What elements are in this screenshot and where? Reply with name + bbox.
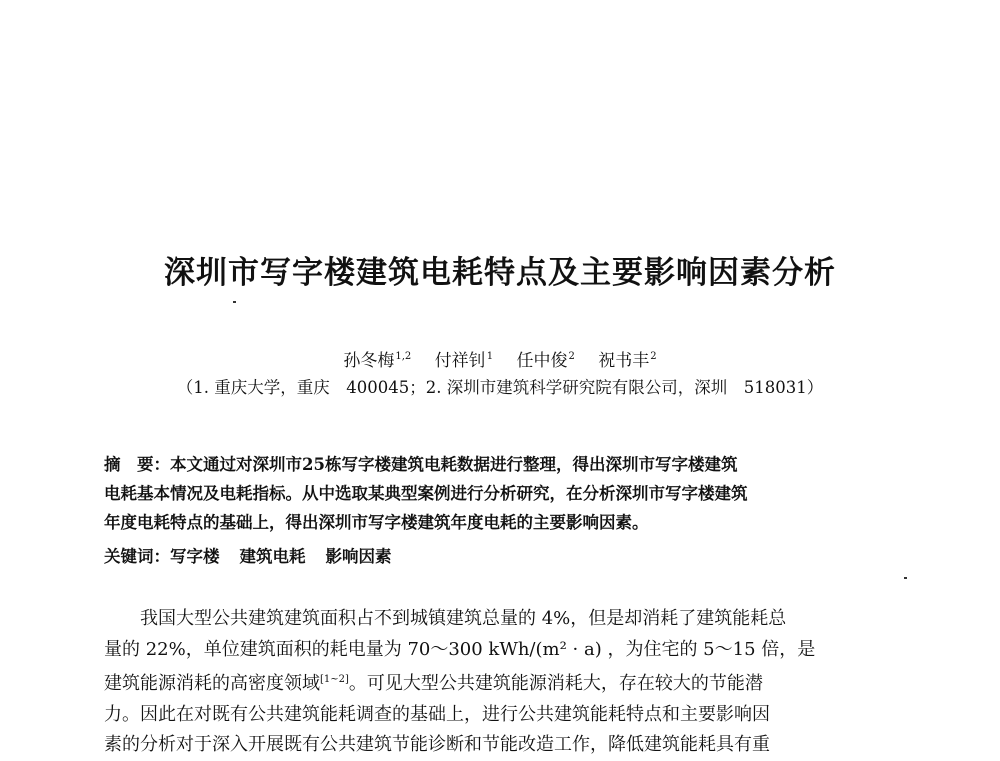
body-line bbox=[104, 730, 904, 761]
affiliations: （1. 重庆大学，重庆 400045；2. 深圳市建筑科学研究院有限公司，深圳 518031） bbox=[176, 378, 824, 397]
keyword: 写字楼 bbox=[170, 547, 220, 566]
abstract-label: 摘 要： bbox=[104, 455, 170, 474]
author-list bbox=[0, 346, 1000, 372]
keywords bbox=[104, 545, 904, 569]
author-name: 任中俊 bbox=[516, 351, 568, 371]
author-affiliation-mark: 1 bbox=[486, 351, 494, 362]
abstract-line bbox=[104, 450, 904, 479]
author-affiliation-mark: 2 bbox=[568, 351, 575, 362]
author bbox=[435, 346, 493, 372]
author-affiliation-mark: 2 bbox=[650, 351, 657, 362]
body-line-text: 力。因此在对既有公共建筑能耗调查的基础上，进行公共建筑能耗特点和主要影响因 bbox=[104, 703, 770, 725]
paper-title: 深圳市写字楼建筑电耗特点及主要影响因素分析 bbox=[164, 255, 836, 291]
body-paragraph bbox=[104, 604, 904, 761]
keyword: 建筑电耗 bbox=[239, 547, 306, 566]
body-line-text: 我国大型公共建筑建筑面积占不到城镇建筑总量的 4%，但是却消耗了建筑能耗总 bbox=[104, 608, 787, 629]
author-name: 祝书丰 bbox=[598, 351, 650, 371]
keywords-label: 关键词： bbox=[104, 547, 170, 566]
body-line bbox=[104, 635, 904, 666]
body-line bbox=[104, 604, 904, 635]
author bbox=[516, 346, 574, 372]
citation-ref: [1~2] bbox=[320, 674, 349, 685]
abstract-text: 本文通过对深圳市25栋写字楼建筑电耗数据进行整理，得出深圳市写字楼建筑 bbox=[170, 455, 738, 474]
keyword: 影响因素 bbox=[325, 547, 392, 566]
body-line bbox=[104, 700, 904, 731]
abstract-line: 年度电耗特点的基础上，得出深圳市写字楼建筑年度电耗的主要影响因素。 bbox=[104, 513, 649, 532]
body-line-text: 量的 22%，单位建筑面积的耗电量为 70～300 kWh/(m² · a) ，为住宅的 5～15 倍，是 bbox=[104, 638, 816, 660]
scan-speck bbox=[904, 577, 907, 579]
body-line-text: 素的分析对于深入开展既有公共建筑节能诊断和节能改造工作，降低建筑能耗具有重 bbox=[104, 734, 770, 755]
abstract-line: 电耗基本情况及电耗指标。从中选取某典型案例进行分析研究，在分析深圳市写字楼建筑 bbox=[104, 484, 748, 503]
body-line-text: 建筑能源消耗的高密度领域 bbox=[104, 673, 320, 694]
author-affiliation-mark: 1,2 bbox=[395, 351, 412, 362]
author-name: 付祥钊 bbox=[434, 351, 486, 371]
author-name: 孙冬梅 bbox=[343, 351, 395, 371]
author bbox=[343, 346, 411, 372]
body-line bbox=[104, 665, 904, 700]
body-line-text: 。可见大型公共建筑能源消耗大，存在较大的节能潜 bbox=[348, 673, 763, 694]
scan-speck bbox=[233, 301, 236, 303]
author bbox=[598, 346, 656, 372]
abstract bbox=[104, 450, 904, 537]
